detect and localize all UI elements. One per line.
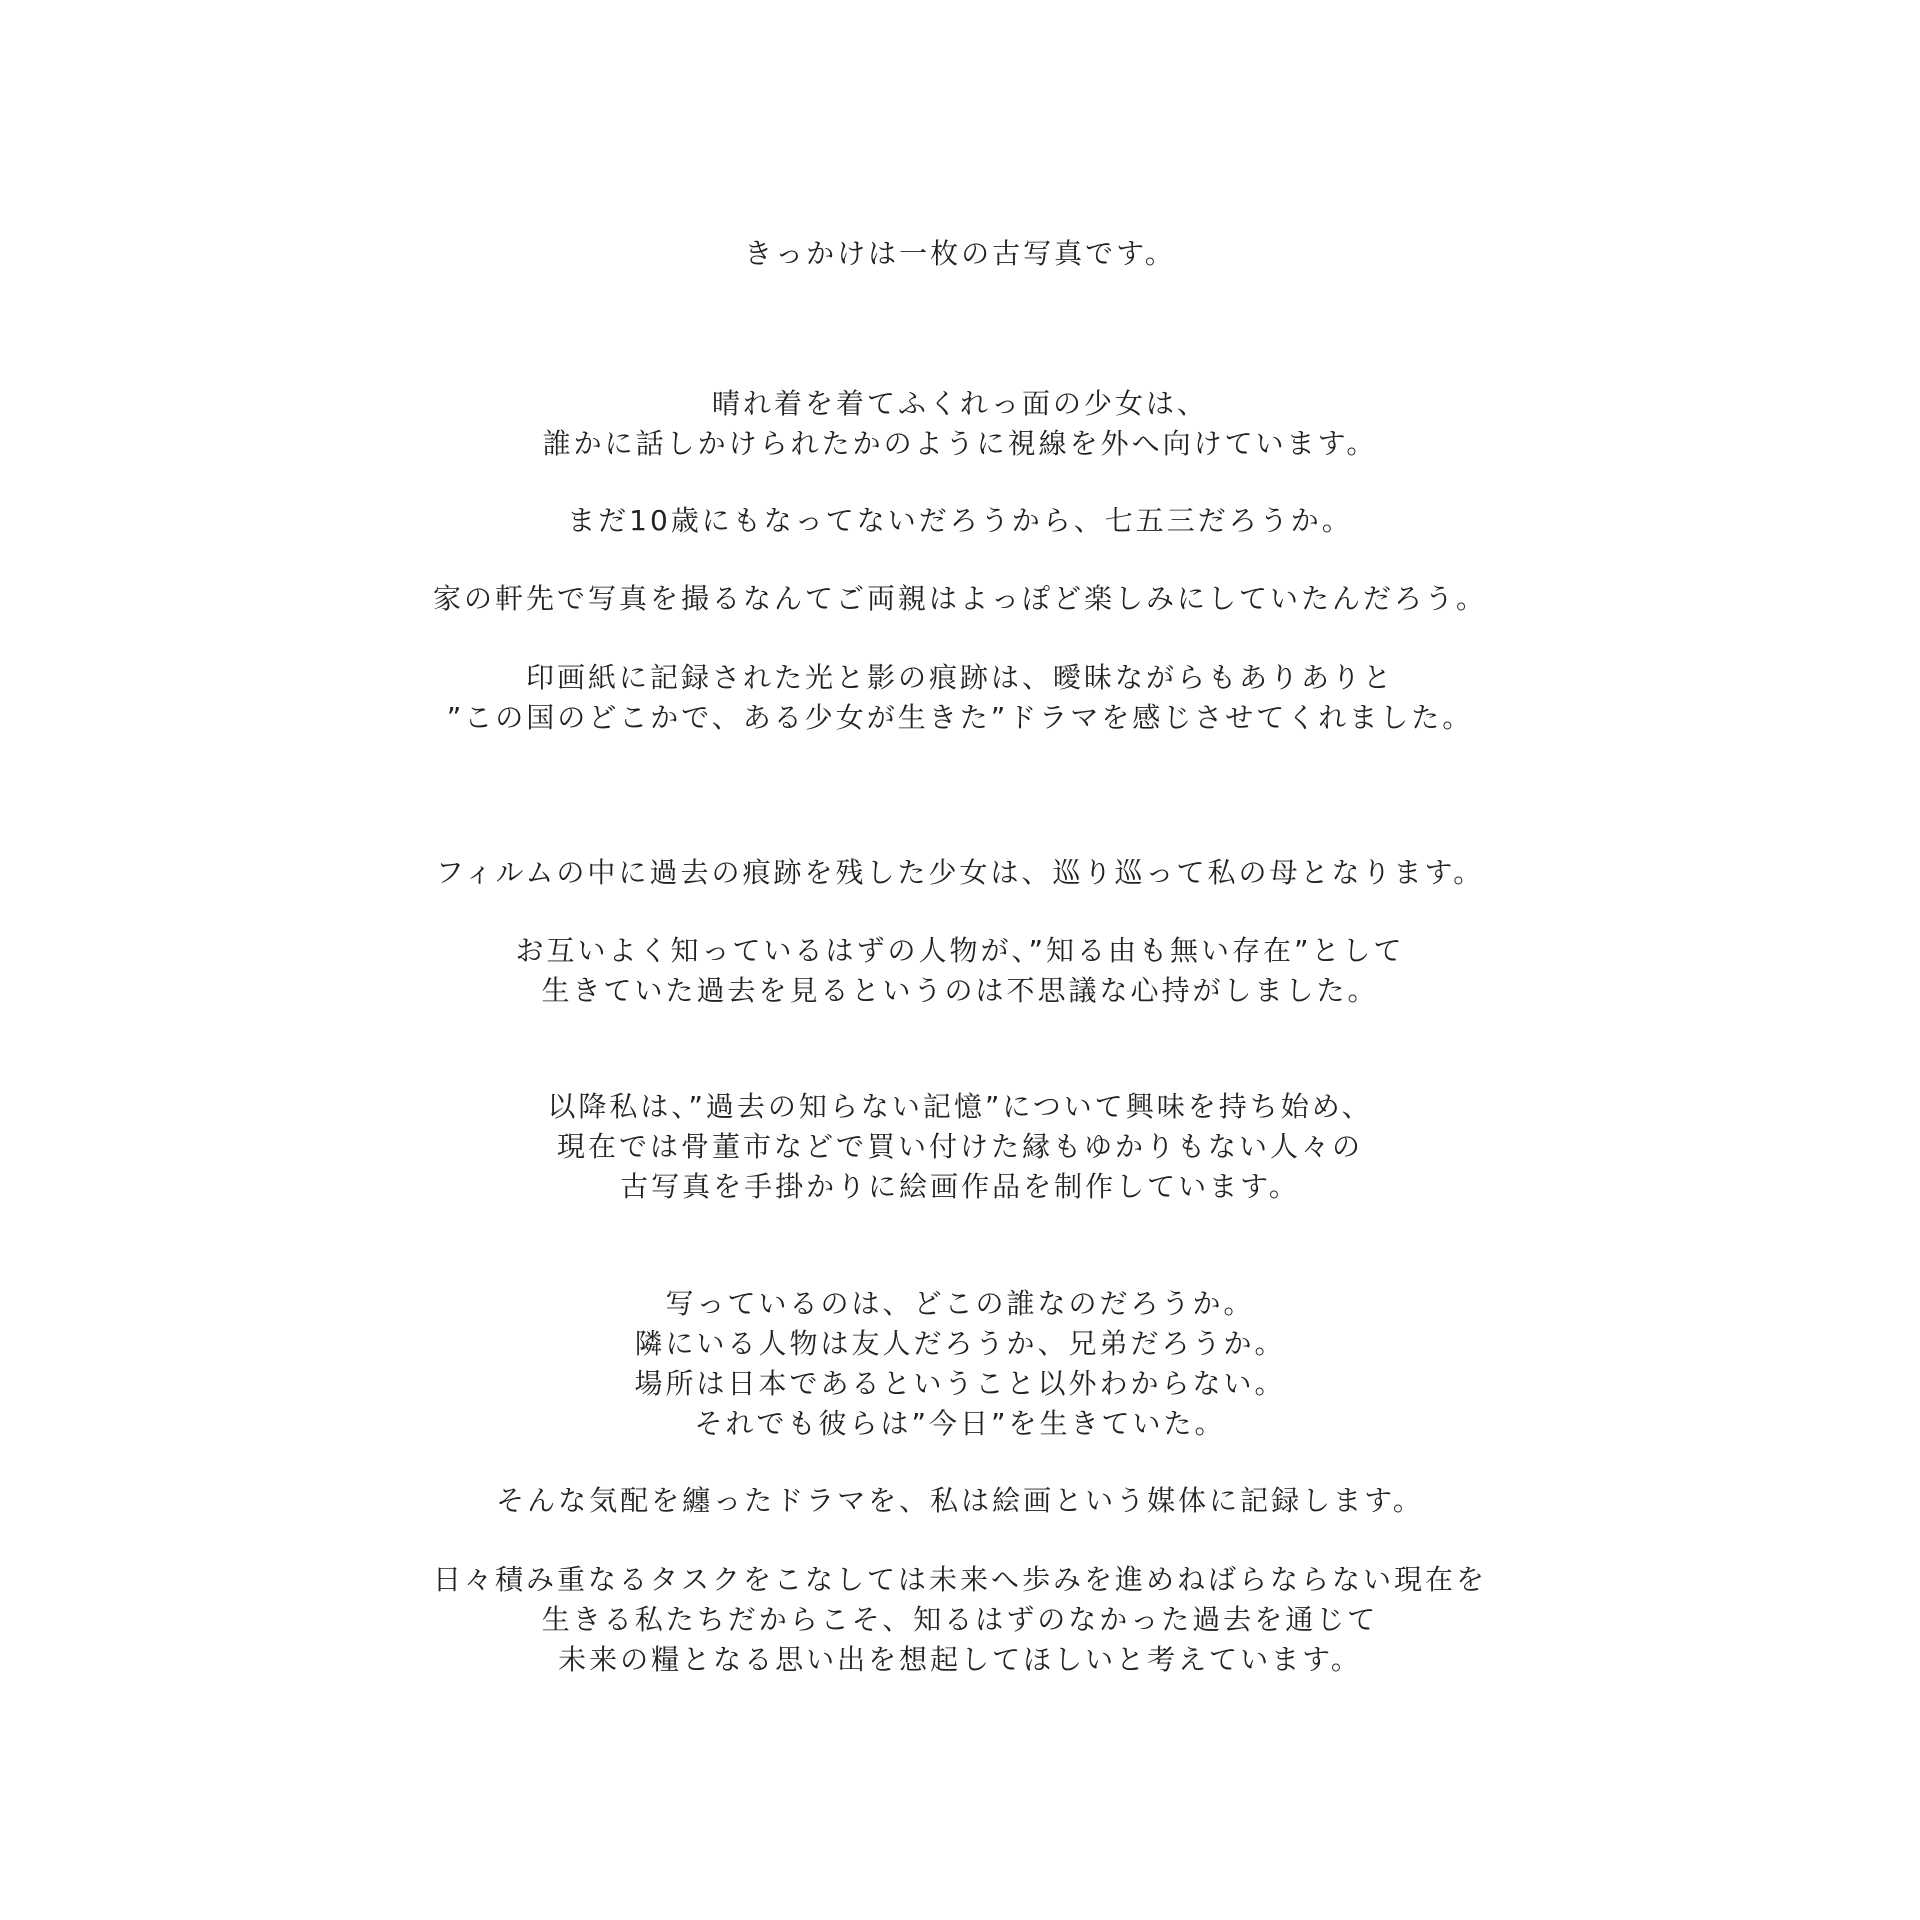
text-line: 隣にいる人物は友人だろうか、兄弟だろうか。 [634, 1327, 1286, 1360]
text-line: お互いよく知っているはずの人物が、”知る由も無い存在”として [515, 934, 1405, 967]
text-line: 写っているのは、どこの誰なのだろうか。 [665, 1287, 1255, 1320]
text-line: 晴れ着を着てふくれっ面の少女は、 [711, 387, 1208, 420]
text-line: 誰かに話しかけられたかのように視線を外へ向けています。 [542, 427, 1378, 460]
text-line: 現在では骨董市などで買い付けた縁もゆかりもない人々の [556, 1130, 1363, 1163]
text-line: まだ10歳にもなってないだろうから、七五三だろうか。 [567, 504, 1353, 537]
text-line: それでも彼らは”今日”を生きていた。 [694, 1407, 1226, 1440]
text-line: 生きていた過去を見るというのは不思議な心持がしました。 [541, 974, 1379, 1007]
text-line: 生きる私たちだからこそ、知るはずのなかった過去を通じて [541, 1603, 1379, 1636]
text-line: 以降私は、”過去の知らない記憶”について興味を持ち始め、 [547, 1090, 1373, 1123]
text-line: 家の軒先で写真を撮るなんてご両親はよっぽど楽しみにしていたんだろう。 [432, 582, 1487, 615]
text-line: 印画紙に記録された光と影の痕跡は、曖昧ながらもありありと [525, 661, 1394, 694]
text-line: 古写真を手掛かりに絵画作品を制作しています。 [620, 1170, 1300, 1203]
text-line: ”この国のどこかで、ある少女が生きた”ドラマを感じさせてくれました。 [446, 701, 1474, 734]
text-line: 未来の糧となる思い出を想起してほしいと考えています。 [558, 1643, 1362, 1676]
text-line: フィルムの中に過去の痕跡を残した少女は、巡り巡って私の母となります。 [435, 856, 1485, 889]
text-line: きっかけは一枚の古写真です。 [744, 237, 1176, 270]
text-line: 日々積み重なるタスクをこなしては未来へ歩みを進めねばらならない現在を [432, 1563, 1487, 1596]
text-line: 場所は日本であるということ以外わからない。 [634, 1367, 1286, 1400]
text-line: そんな気配を纏ったドラマを、私は絵画という媒体に記録します。 [496, 1484, 1424, 1517]
